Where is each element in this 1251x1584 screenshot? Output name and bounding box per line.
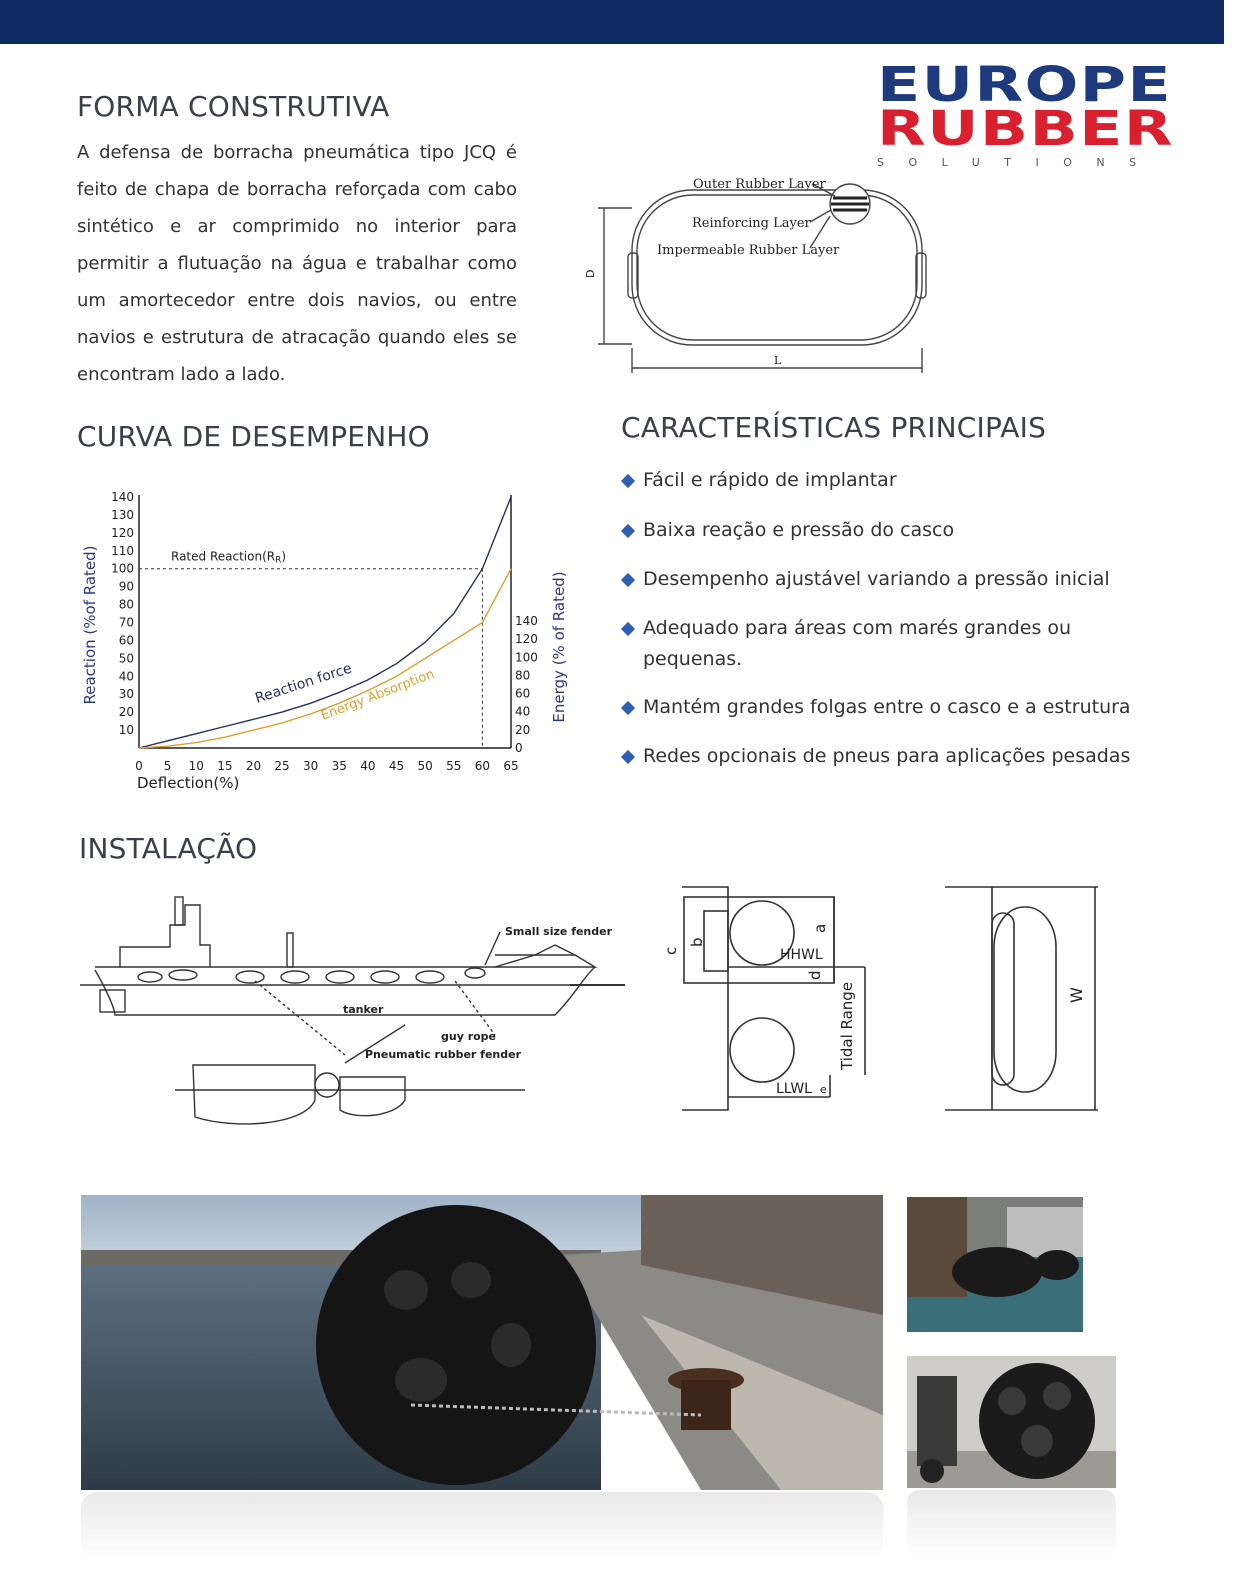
y-tick-label: 80 [118,597,134,612]
y-tick-label: 10 [118,723,134,738]
y-tick-label: 70 [118,615,134,630]
y-tick-label: 100 [111,561,134,576]
fender-3 [326,971,354,983]
fender-outline [632,190,922,345]
features-list [621,465,1181,772]
y2-tick-label: 0 [515,741,523,755]
fender-2 [281,971,309,983]
x-tick-label: 35 [331,759,347,773]
label-d: d [806,970,824,980]
label-impermeable-layer: Impermeable Rubber Layer [657,243,840,258]
label-tidal-range: Tidal Range [838,981,856,1070]
logo [877,57,1174,169]
feature-item: Fácil e rápido de implantar [621,465,1181,496]
label-pneumatic-fender: Pneumatic rubber fender [365,1048,522,1061]
y-axis-title: Reaction (%of Rated) [81,545,99,705]
logo-line-rubber: RUBBER [877,101,1174,157]
y2-axis-title: Energy (% of Rated) [550,571,568,723]
feature-item: Desempenho ajustável variando a pressão inicial [621,564,1181,595]
y2-tick-label: 100 [515,650,538,665]
label-reinforcing-layer: Reinforcing Layer [692,216,811,231]
fender-section-diagram [580,168,940,378]
label-diameter: D [584,269,597,278]
ship-superstructure [120,905,210,967]
fender-ship-photo [907,1197,1083,1332]
y-tick-label: 60 [118,633,134,648]
y-tick-label: 140 [111,490,134,504]
feature-item: Adequado para áreas com marés grandes ou pequenas. [621,613,1103,675]
y2-tick-label: 140 [515,614,538,628]
label-llwl: LLWL [776,1081,812,1097]
label-length: L [774,354,782,367]
y-tick-label: 40 [118,669,134,684]
y2-tick-label: 60 [515,686,531,701]
y-tick-label: 50 [118,651,134,666]
photo-reflection [907,1490,1116,1560]
x-tick-label: 55 [446,759,462,773]
y-tick-label: 90 [118,579,134,594]
installation-title: INSTALAÇÃO [79,832,258,865]
label-tanker: tanker [343,1003,384,1016]
y-tick-label: 110 [111,543,134,558]
construction-text: A defensa de borracha pneumática tipo JCQ é feito de chapa de borracha reforçada com cabo sintético e ar comprimido no interior para permitir a flutuação na água e trabalhar como um amortecedor entre dois navios, ou entre navios e estrutura de atracação quando eles se encontram lado a lado. [77,142,517,385]
ship-hull-top [95,955,595,967]
x-tick-label: 65 [503,759,519,773]
x-tick-label: 30 [303,759,319,773]
feature-item: Baixa reação e pressão do casco [621,515,1181,546]
diamond-bullet-icon [621,524,635,538]
label-small-fender: Small size fender [505,925,613,938]
label-hhwl: HHWL [780,947,823,963]
rated-reaction-label: Rated Reaction(RR) [171,549,287,566]
performance-title: CURVA DE DESEMPENHO [77,420,430,453]
series-label-energy-absorption: Energy Absorption [319,666,437,724]
ship-installation-diagram [75,885,635,1135]
small-fender [138,972,162,982]
label-b: b [688,937,706,947]
y2-tick-label: 40 [515,704,531,719]
y-tick-label: 20 [118,705,134,720]
fender-5 [416,971,444,983]
fender-dock-photo [81,1195,883,1490]
label-a: a [811,923,829,933]
fender-4 [371,971,399,983]
tidal-range-diagram [662,885,870,1115]
y2-tick-label: 20 [515,722,531,737]
diamond-bullet-icon [621,701,635,715]
diamond-bullet-icon [621,622,635,636]
x-tick-label: 25 [274,759,290,773]
logo-line-europe: EUROPE [877,57,1173,113]
series-label-reaction-force: Reaction force [253,660,354,707]
label-guy-rope: guy rope [441,1030,497,1043]
fender-low-tide [730,1018,794,1082]
y-tick-label: 120 [111,525,134,540]
x-tick-label: 20 [245,759,262,773]
x-tick-label: 40 [360,759,376,773]
diamond-bullet-icon [621,573,635,587]
feature-item: Mantém grandes folgas entre o casco e a estrutura [621,692,1181,723]
top-banner [0,0,1224,44]
performance-chart [75,485,568,805]
features-title: CARACTERÍSTICAS PRINCIPAIS [621,411,1047,444]
x-tick-label: 15 [217,759,233,773]
label-outer-layer: Outer Rubber Layer [693,177,826,192]
fender-1 [236,971,264,983]
x-tick-label: 45 [388,759,405,773]
y-tick-label: 30 [118,687,134,702]
x-tick-label: 5 [163,759,172,773]
diamond-bullet-icon [621,474,635,488]
logo-tagline: SOLUTIONS [877,156,1161,169]
fender-in-photo [316,1205,596,1485]
fender-width-diagram [940,885,1110,1115]
diamond-bullet-icon [621,750,635,764]
x-axis-title: Deflection(%) [137,774,240,792]
fender-side-view [994,907,1056,1092]
pneumatic-fender [315,1073,339,1097]
photo-reflection [81,1492,883,1562]
label-e: e [820,1083,827,1096]
y2-tick-label: 120 [515,632,538,647]
y-tick-label: 130 [111,507,134,522]
fender-forklift-photo [907,1356,1116,1488]
x-tick-label: 0 [135,759,143,773]
x-tick-label: 10 [188,759,204,773]
label-c: c [662,946,680,955]
construction-title: FORMA CONSTRUTIVA [77,90,390,123]
label-w: W [1067,987,1086,1003]
y2-tick-label: 80 [515,668,531,683]
ship-small-left [193,1065,315,1124]
tug-boat [100,990,125,1012]
feature-item: Redes opcionais de pneus para aplicações pesadas [621,741,1181,772]
x-tick-label: 60 [474,759,491,773]
x-tick-label: 50 [417,759,433,773]
